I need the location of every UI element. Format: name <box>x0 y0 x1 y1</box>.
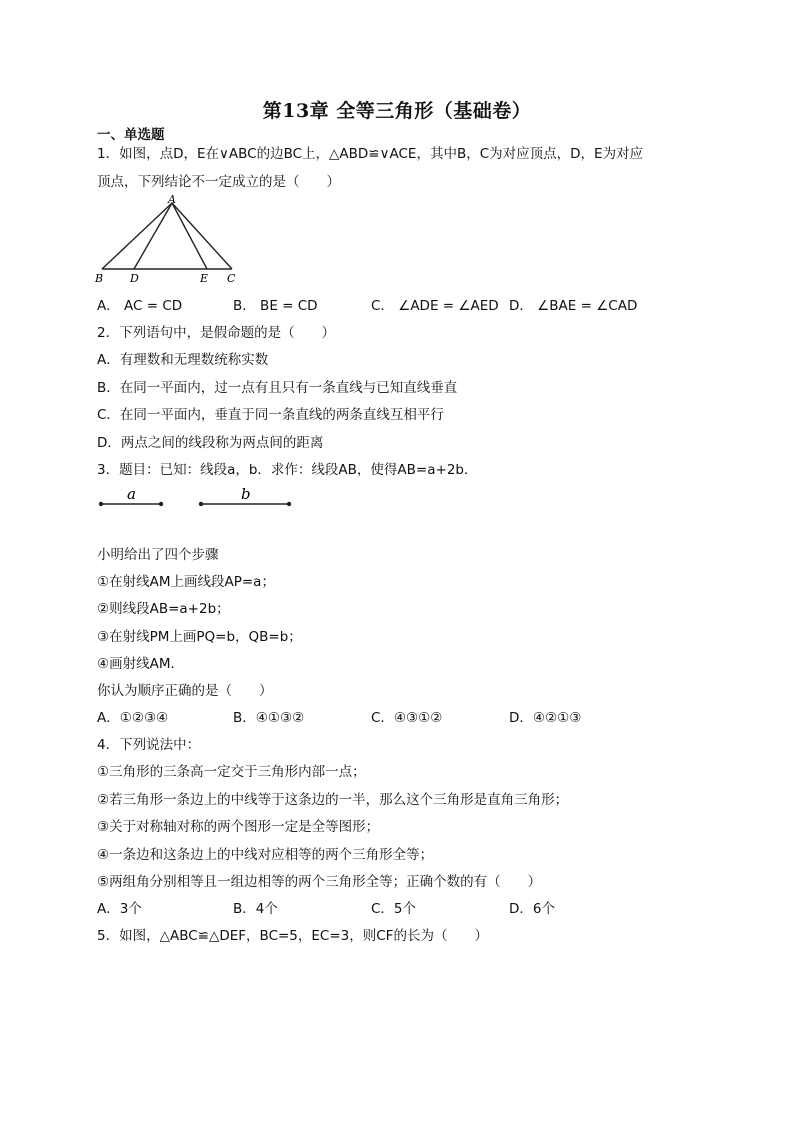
q1-triangle-figure <box>92 193 252 288</box>
section-heading: 一、单选题 <box>97 127 165 143</box>
q3-option-a[interactable]: A．①②③④ <box>97 710 169 726</box>
segment-a-label: a <box>127 485 136 503</box>
q1-option-a[interactable]: A． AC = CD <box>97 298 183 314</box>
q2-option-d[interactable]: D．两点之间的线段称为两点间的距离 <box>97 435 324 451</box>
q4-item-4: ④一条边和这条边上的中线对应相等的两个三角形全等； <box>97 847 434 863</box>
q2-option-a[interactable]: A．有理数和无理数统称实数 <box>97 352 269 368</box>
q4-stem: 4．下列说法中： <box>97 737 201 753</box>
q4-item-3: ③关于对称轴对称的两个图形一定是全等图形； <box>97 819 380 835</box>
label-E: E <box>200 272 209 285</box>
q2-stem: 2．下列语句中，是假命题的是（ ） <box>97 325 336 341</box>
q3-step-4: ④画射线AM． <box>97 656 184 672</box>
q1-option-c[interactable]: C． ∠ADE = ∠AED <box>371 298 499 314</box>
q3-step-2: ②则线段AB=a+2b； <box>97 601 230 617</box>
q3-option-c[interactable]: C．④③①② <box>371 710 443 726</box>
label-B: B <box>95 272 104 285</box>
page-title: 第13章 全等三角形（基础卷） <box>262 100 532 122</box>
q4-option-b[interactable]: B．4个 <box>233 901 278 917</box>
q2-option-b[interactable]: B．在同一平面内，过一点有且只有一条直线与已知直线垂直 <box>97 380 458 396</box>
q1-option-d[interactable]: D． ∠BAE = ∠CAD <box>509 298 638 314</box>
label-D: D <box>130 272 139 285</box>
q1-stem-line2: 顶点，下列结论不一定成立的是（ ） <box>97 174 340 190</box>
q3-ask: 你认为顺序正确的是（ ） <box>97 683 273 699</box>
q4-item-1: ①三角形的三条高一定交于三角形内部一点； <box>97 764 366 780</box>
q3-segments-figure <box>95 484 305 514</box>
q4-option-c[interactable]: C．5个 <box>371 901 417 917</box>
label-A: A <box>168 193 176 206</box>
q4-option-a[interactable]: A．3个 <box>97 901 142 917</box>
q1-stem-line1: 1．如图，点D，E在∨ABC的边BC上，△ABD≌∨ACE，其中B，C为对应顶点，D，E为对应 <box>97 146 644 162</box>
q3-option-b[interactable]: B．④①③② <box>233 710 305 726</box>
q3-intro: 小明给出了四个步骤 <box>97 547 219 563</box>
q3-step-3: ③在射线PM上画PQ=b，QB=b； <box>97 629 302 645</box>
label-C: C <box>227 272 236 285</box>
segment-b-label: b <box>241 485 251 503</box>
q4-option-d[interactable]: D．6个 <box>509 901 555 917</box>
q3-stem: 3．题目：已知：线段a，b．求作：线段AB，使得AB=a+2b． <box>97 462 478 478</box>
q4-item-2: ②若三角形一条边上的中线等于这条边的一半，那么这个三角形是直角三角形； <box>97 792 569 808</box>
q3-option-d[interactable]: D．④②①③ <box>509 710 582 726</box>
q2-option-c[interactable]: C．在同一平面内，垂直于同一条直线的两条直线互相平行 <box>97 407 444 423</box>
q4-item-5: ⑤两组角分别相等且一组边相等的两个三角形全等；正确个数的有（ ） <box>97 874 542 890</box>
q5-stem: 5．如图，△ABC≌△DEF，BC=5，EC=3，则CF的长为（ ） <box>97 928 488 944</box>
q3-step-1: ①在射线AM上画线段AP=a； <box>97 574 275 590</box>
q1-option-b[interactable]: B． BE = CD <box>233 298 318 314</box>
